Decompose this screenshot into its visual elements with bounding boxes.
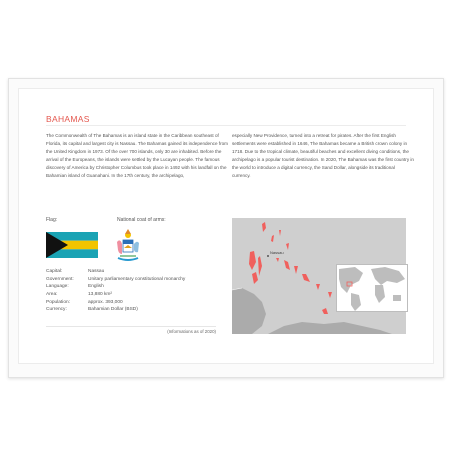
fact-value: approx. 393,000 (88, 299, 123, 305)
fact-key: Government: (46, 276, 74, 282)
title-divider (46, 125, 406, 126)
coat-of-arms-label: National coat of arms: (117, 217, 166, 223)
facts-divider (46, 326, 216, 327)
bahamas-flag-image (46, 232, 98, 258)
map-city-label: Nassau (270, 250, 284, 255)
fact-value: 13,880 km² (88, 292, 112, 298)
page-title: BAHAMAS (46, 114, 90, 124)
fact-value: Nassau (88, 269, 105, 274)
fact-key: Area: (46, 292, 58, 298)
flag-label: Flag: (46, 217, 58, 223)
fact-value: Bahamian Dollar (BSD) (88, 307, 138, 313)
world-locator-map (336, 264, 408, 312)
fact-value: English (88, 284, 104, 290)
data-date-note: (Informations as of 2020) (167, 329, 216, 334)
fact-key: Capital: (46, 269, 63, 274)
intro-paragraph-left: The Commonwealth of The Bahamas is an island state in the Caribbean southeast of Florida, its capital and largest city is Nassau. The Bahamas gained its independence from the United Kingdom in 1973. Of the over 700 islands, only 30 are inhabited. Before the arrival of the Europeans, the islands were settled by the Lucayan people. The famous discovery of America by Christopher Columbus took place in 1492 with his landfall on the Bahamian island of Guanahani. In the 17th century, the archipelago, (46, 133, 228, 178)
fact-key: Language: (46, 284, 69, 290)
intro-paragraph-right: especially New Providence, turned into a retreat for pirates. After the first English settlements were established in 1646, The Bahamas became a British crown colony in 1718. Due to the tropical climate, beautiful beaches and excellent diving conditions, the archipelago is a popular tourist destination. In 2020, The Bahamas was the first country in the world to introduce a digital currency, the Sand Dollar, alongside its traditional currency. (232, 133, 414, 178)
fact-key: Population: (46, 299, 71, 305)
fact-value: Unitary parliamentary constitutional monarchy (88, 276, 186, 282)
fact-key: Currency: (46, 307, 67, 313)
coat-of-arms-image (114, 228, 142, 262)
